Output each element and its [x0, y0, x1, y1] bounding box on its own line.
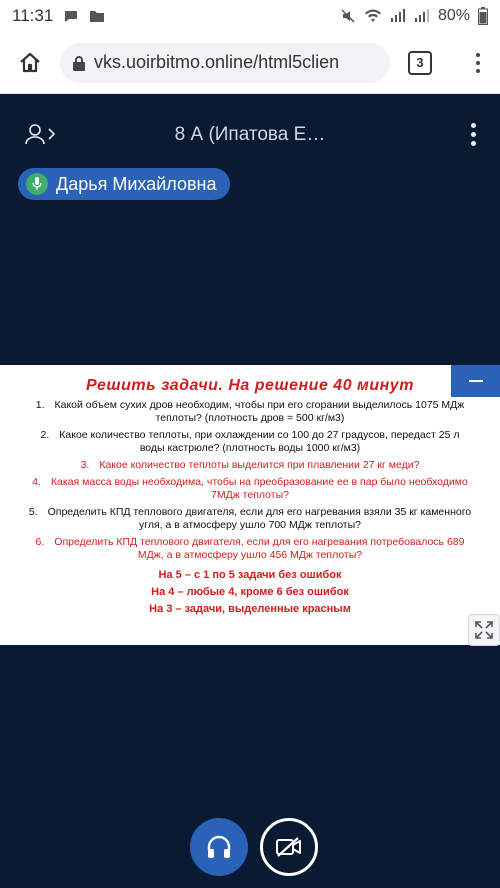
slide-title: Решить задачи. На решение 40 минут — [86, 377, 414, 394]
address-bar[interactable] — [60, 43, 390, 83]
task-item: 3. Какое количество теплоты выделится при плавлении 27 кг меди? — [80, 459, 420, 471]
microphone-icon — [26, 173, 48, 195]
message-icon — [63, 8, 79, 24]
browser-menu-button[interactable] — [466, 53, 490, 73]
minimize-presentation-button[interactable] — [451, 365, 500, 397]
home-button[interactable] — [10, 43, 50, 83]
meeting-header — [0, 94, 500, 178]
browser-toolbar — [0, 32, 500, 94]
folder-icon — [89, 9, 105, 23]
task-item: 6. Определить КПД теплового двигателя, если для его нагревания потребовалось 689 МДж, а в атмосферу ушло 456 МДж теплоты? — [35, 536, 465, 561]
fullscreen-icon — [474, 620, 494, 640]
grade-criterion: На 5 – с 1 по 5 задачи без ошибок — [158, 569, 342, 581]
task-item: 2. Какое количество теплоты, при охлаждении со 100 до 27 градусов, передаст 25 л воды кастрюле? (плотность воды 1000 кг/м3) — [40, 429, 460, 454]
url-text: vks.uoirbitmo.online/html5clien — [94, 52, 340, 72]
video-off-icon — [274, 835, 304, 859]
battery-icon — [478, 7, 488, 25]
home-icon — [17, 50, 43, 76]
active-speaker-badge — [18, 168, 230, 200]
task-item: 4. Какая масса воды необходима, чтобы на преобразование ее в пар было необходимо 7МДж теплоты? — [32, 476, 468, 501]
wifi-icon — [364, 9, 382, 23]
task-item: 5. Определить КПД теплового двигателя, если для его нагревания взяли 35 кг каменного угля, а в атмосферу ушло 700 МДж теплоты? — [28, 506, 472, 531]
presentation-slide — [0, 365, 500, 645]
tab-switcher-button[interactable]: 3 — [408, 51, 432, 75]
speaker-name: Дарья Михайловна — [56, 173, 217, 194]
lock-icon — [72, 55, 86, 71]
grade-criterion: На 3 – задачи, выделенные красным — [149, 603, 351, 615]
signal-icon — [390, 9, 406, 23]
status-time: 11:31 — [12, 6, 54, 25]
headphones-icon — [205, 833, 233, 861]
meeting-title: 8 А (Ипатова Е… — [174, 124, 326, 145]
camera-toggle-button[interactable] — [260, 818, 318, 876]
fullscreen-button[interactable] — [468, 614, 500, 646]
status-bar — [0, 0, 500, 32]
task-item: 1. Какой объем сухих дров необходим, чтобы при его сгорании выделилось 1075 МДж теплоты? (плотность дров = 500 кг/м3) — [35, 399, 465, 424]
signal-icon-2 — [414, 9, 430, 23]
battery-percent: 80% — [437, 7, 470, 24]
mute-icon — [340, 8, 356, 24]
audio-button[interactable] — [190, 818, 248, 876]
grade-criterion: На 4 – любые 4, кроме 6 без ошибок — [151, 586, 349, 598]
minus-icon — [469, 380, 483, 382]
